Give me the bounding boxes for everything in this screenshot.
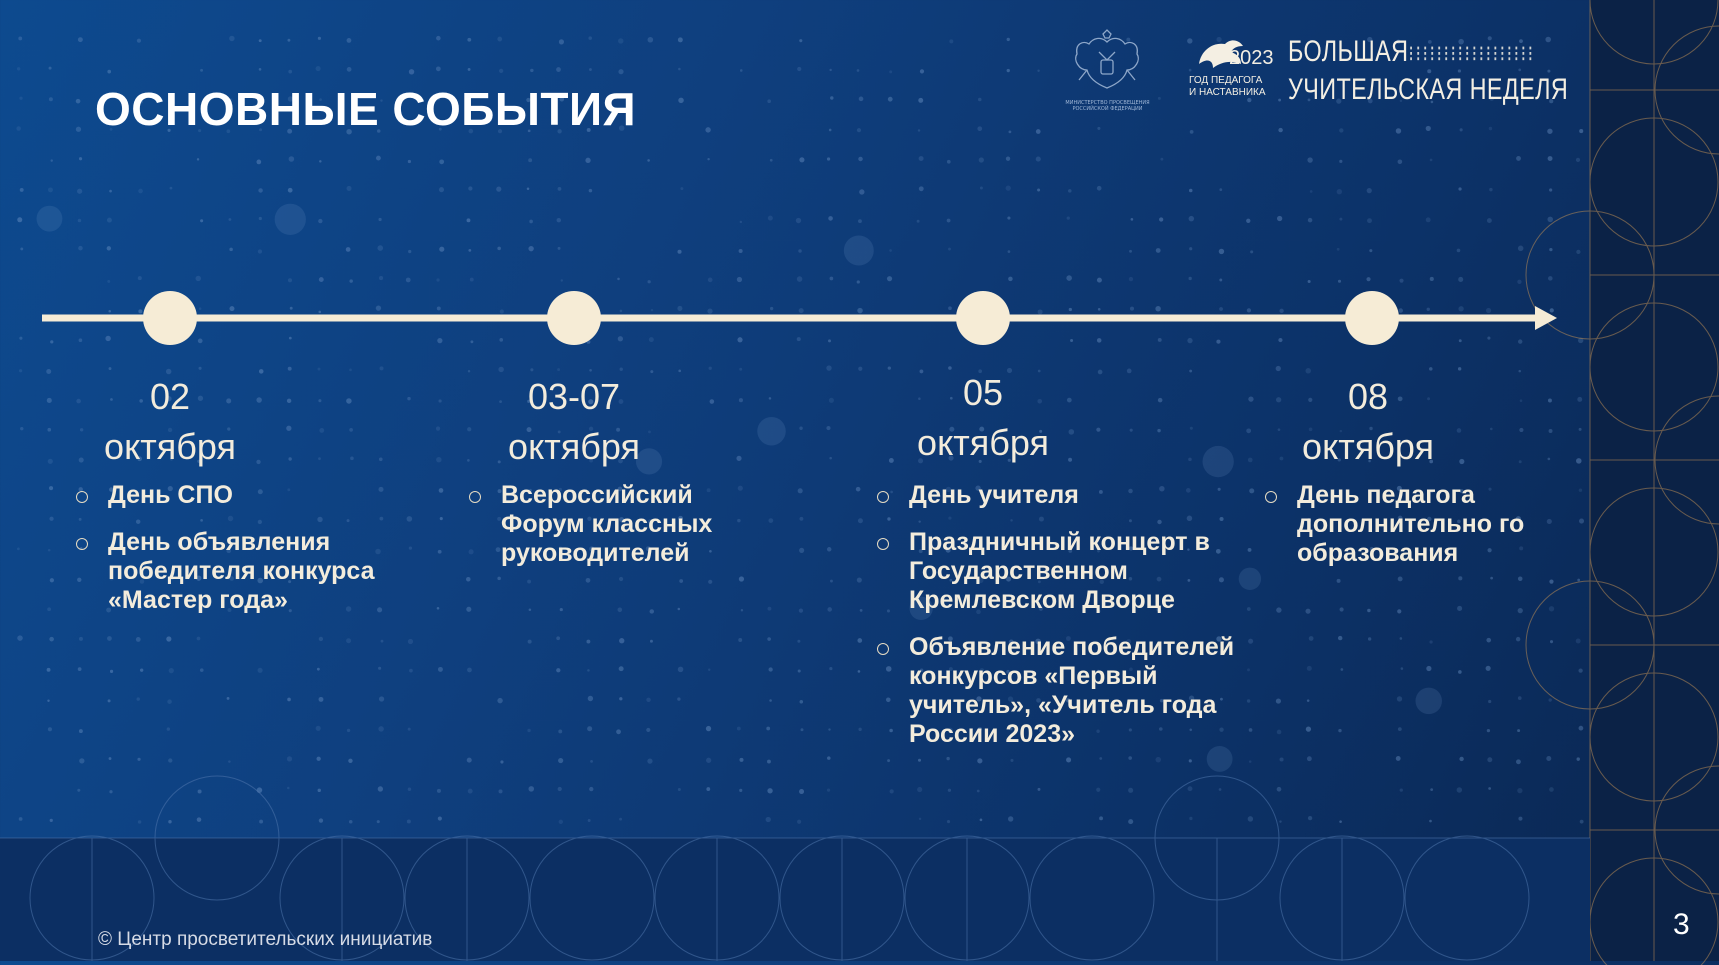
timeline-node [1345,291,1399,345]
circle-bullet-icon [877,538,889,550]
circle-bullet-icon [469,491,481,503]
circle-bullet-icon [877,491,889,503]
event-item [1265,481,1555,568]
year-caption-line-2: И НАСТАВНИКА [1189,87,1266,98]
timeline-node [956,291,1010,345]
copyright-footer: © Центр просветительских инициатив [98,929,433,950]
event-month: октября [508,426,640,467]
event-item [877,481,1247,510]
event-day: 03-07 [527,376,621,417]
year-caption-line-1: ГОД ПЕДАГОГА [1189,75,1263,86]
page-number: 3 [1673,908,1690,941]
timeline-node [143,291,197,345]
event-item [469,481,749,568]
event-item-list [1265,481,1555,586]
event-month: октября [104,426,236,467]
event-day: 02 [149,376,191,417]
circle-bullet-icon [877,643,889,655]
event-date [1268,372,1468,472]
circle-bullet-icon [76,491,88,503]
event-item-text: Объявление победителей конкурсов «Первый учитель», «Учитель года России 2023» [909,633,1235,748]
event-item [877,528,1247,615]
event-date [883,368,1083,468]
circle-bullet-icon [76,538,88,550]
event-item-text: День учителя [909,481,1079,509]
emblem-caption: МИНИСТЕРСТВО ПРОСВЕЩЕНИЯ РОССИЙСКОЙ ФЕДЕРАЦИИ [1065,100,1150,112]
event-date [474,372,674,472]
event-day: 05 [962,372,1004,413]
year-text: 2023 [1229,47,1274,69]
event-day: 08 [1347,376,1389,417]
timeline-node [547,291,601,345]
event-date [70,372,270,472]
event-item-text: День СПО [108,481,233,509]
event-item-list [877,481,1247,767]
event-item-text: Всероссийский Форум классных руководителей [501,481,713,567]
event-month: октября [1302,426,1434,467]
dotted-lines-icon: ⁝⁝⁝⁝⁝⁝⁝⁝⁝⁝⁝⁝⁝⁝⁝⁝⁝⁝ [1408,41,1535,66]
event-item [76,481,406,510]
event-item-list [76,481,406,633]
page-title: ОСНОВНЫЕ СОБЫТИЯ [95,83,637,135]
event-item-text: День педагога дополнительно го образования [1297,481,1525,567]
event-item-text: Праздничный концерт в Государственном Кремлевском Дворце [909,528,1210,614]
week-logo-line-2: УЧИТЕЛЬСКАЯ НЕДЕЛЯ [1288,73,1569,106]
event-item [76,528,406,615]
event-item-list [469,481,749,586]
arrow-head-icon [1535,306,1557,330]
event-item [877,633,1247,749]
event-month: октября [917,422,1049,463]
week-logo-word-1: БОЛЬШАЯ [1288,35,1409,68]
event-item-text: День объявления победителя конкурса «Мастер года» [108,528,375,614]
circle-bullet-icon [1265,491,1277,503]
